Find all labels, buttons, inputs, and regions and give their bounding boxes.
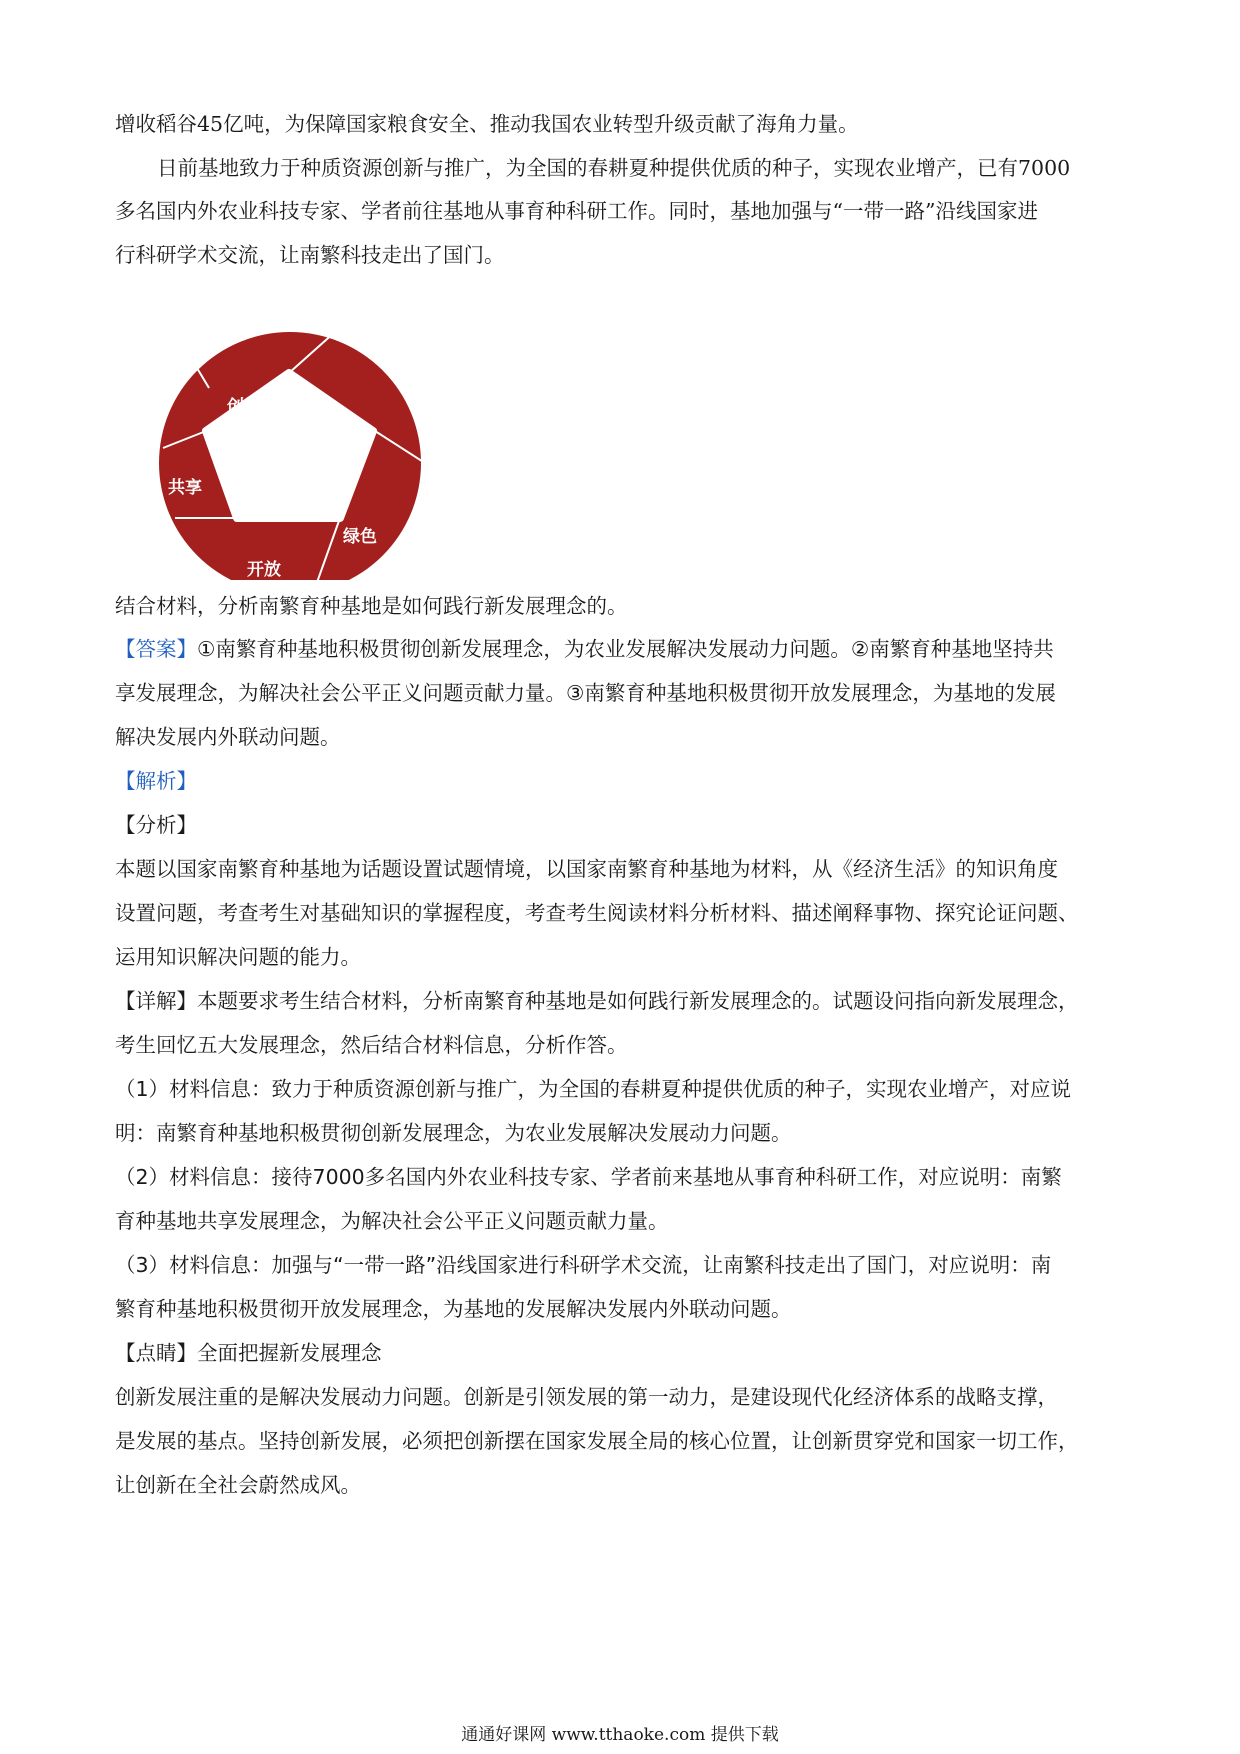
para-2-line-3: 行科研学术交流，让南繁科技走出了国门。 xyxy=(115,243,505,267)
label-green: 绿色 xyxy=(343,527,377,547)
para-1-line-1: 增收稻谷45亿吨，为保障国家粮食安全、推动我国农业转型升级贡献了海角力量。 xyxy=(115,112,859,136)
question: 结合材料，分析南繁育种基地是如何践行新发展理念的。 xyxy=(115,594,628,618)
breakdown-line-3: 运用知识解决问题的能力。 xyxy=(115,945,361,969)
answer-text-1: ①南繁育种基地积极贯彻创新发展理念，为农业发展解决发展动力问题。②南繁育种基地坚持共 xyxy=(197,637,1054,661)
new-development-concepts-diagram xyxy=(155,328,425,588)
label-innovation: 创新 xyxy=(227,397,261,417)
key-point-line-3: 让创新在全社会蔚然成风。 xyxy=(115,1473,361,1497)
detail-line-1: 【详解】本题要求考生结合材料，分析南繁育种基地是如何践行新发展理念的。试题设问指向新发展理念， xyxy=(115,989,1079,1013)
detail-line-2: 考生回忆五大发展理念，然后结合材料信息，分析作答。 xyxy=(115,1033,628,1057)
breakdown-line-2: 设置问题，考查考生对基础知识的掌握程度，考查考生阅读材料分析材料、描述阐释事物、探究论证问题、 xyxy=(115,901,1079,925)
answer-line-3: 解决发展内外联动问题。 xyxy=(115,725,341,749)
answer-line-1 xyxy=(115,632,1130,662)
info-3-line-2: 繁育种基地积极贯彻开放发展理念，为基地的发展解决发展内外联动问题。 xyxy=(115,1297,792,1321)
key-point-line-1: 创新发展注重的是解决发展动力问题。创新是引领发展的第一动力，是建设现代化经济体系的战略支撑， xyxy=(115,1385,1058,1409)
analysis-tag: 【解析】 xyxy=(115,769,197,793)
info-1-line-2: 明：南繁育种基地积极贯彻创新发展理念，为农业发展解决发展动力问题。 xyxy=(115,1121,792,1145)
para-2-line-1: 日前基地致力于种质资源创新与推广，为全国的春耕夏种提供优质的种子，实现农业增产，已有7000 xyxy=(157,156,1071,180)
answer-line-2: 享发展理念，为解决社会公平正义问题贡献力量。③南繁育种基地积极贯彻开放发展理念，为基地的发展 xyxy=(115,681,1056,705)
breakdown-tag: 【分析】 xyxy=(115,813,197,837)
breakdown-line-1: 本题以国家南繁育种基地为话题设置试题情境，以国家南繁育种基地为材料，从《经济生活》的知识角度 xyxy=(115,857,1058,881)
info-2-line-1: （2）材料信息：接待7000多名国内外农业科技专家、学者前来基地从事育种科研工作，对应说明：南繁 xyxy=(115,1165,1062,1189)
info-3-line-1: （3）材料信息：加强与“一带一路”沿线国家进行科研学术交流，让南繁科技走出了国门，对应说明：南 xyxy=(115,1253,1052,1277)
label-coordination: 协调 xyxy=(327,430,361,450)
key-point-line-2: 是发展的基点。坚持创新发展，必须把创新摆在国家发展全局的核心位置，让创新贯穿党和国家一切工作， xyxy=(115,1429,1079,1453)
info-1-line-1: （1）材料信息：致力于种质资源创新与推广，为全国的春耕夏种提供优质的种子，实现农业增产，对应说 xyxy=(115,1077,1072,1101)
label-openness: 开放 xyxy=(247,560,281,580)
key-point-heading: 【点睛】全面把握新发展理念 xyxy=(115,1341,382,1365)
para-2-line-2: 多名国内外农业科技专家、学者前往基地从事育种科研工作。同时，基地加强与“一带一路”沿线国家进 xyxy=(115,199,1038,223)
footer-watermark: 通通好课网 www.tthaoke.com 提供下载 xyxy=(461,1725,779,1745)
label-sharing: 共享 xyxy=(168,478,202,498)
answer-tag: 【答案】 xyxy=(115,637,197,661)
info-2-line-2: 育种基地共享发展理念，为解决社会公平正义问题贡献力量。 xyxy=(115,1209,669,1233)
